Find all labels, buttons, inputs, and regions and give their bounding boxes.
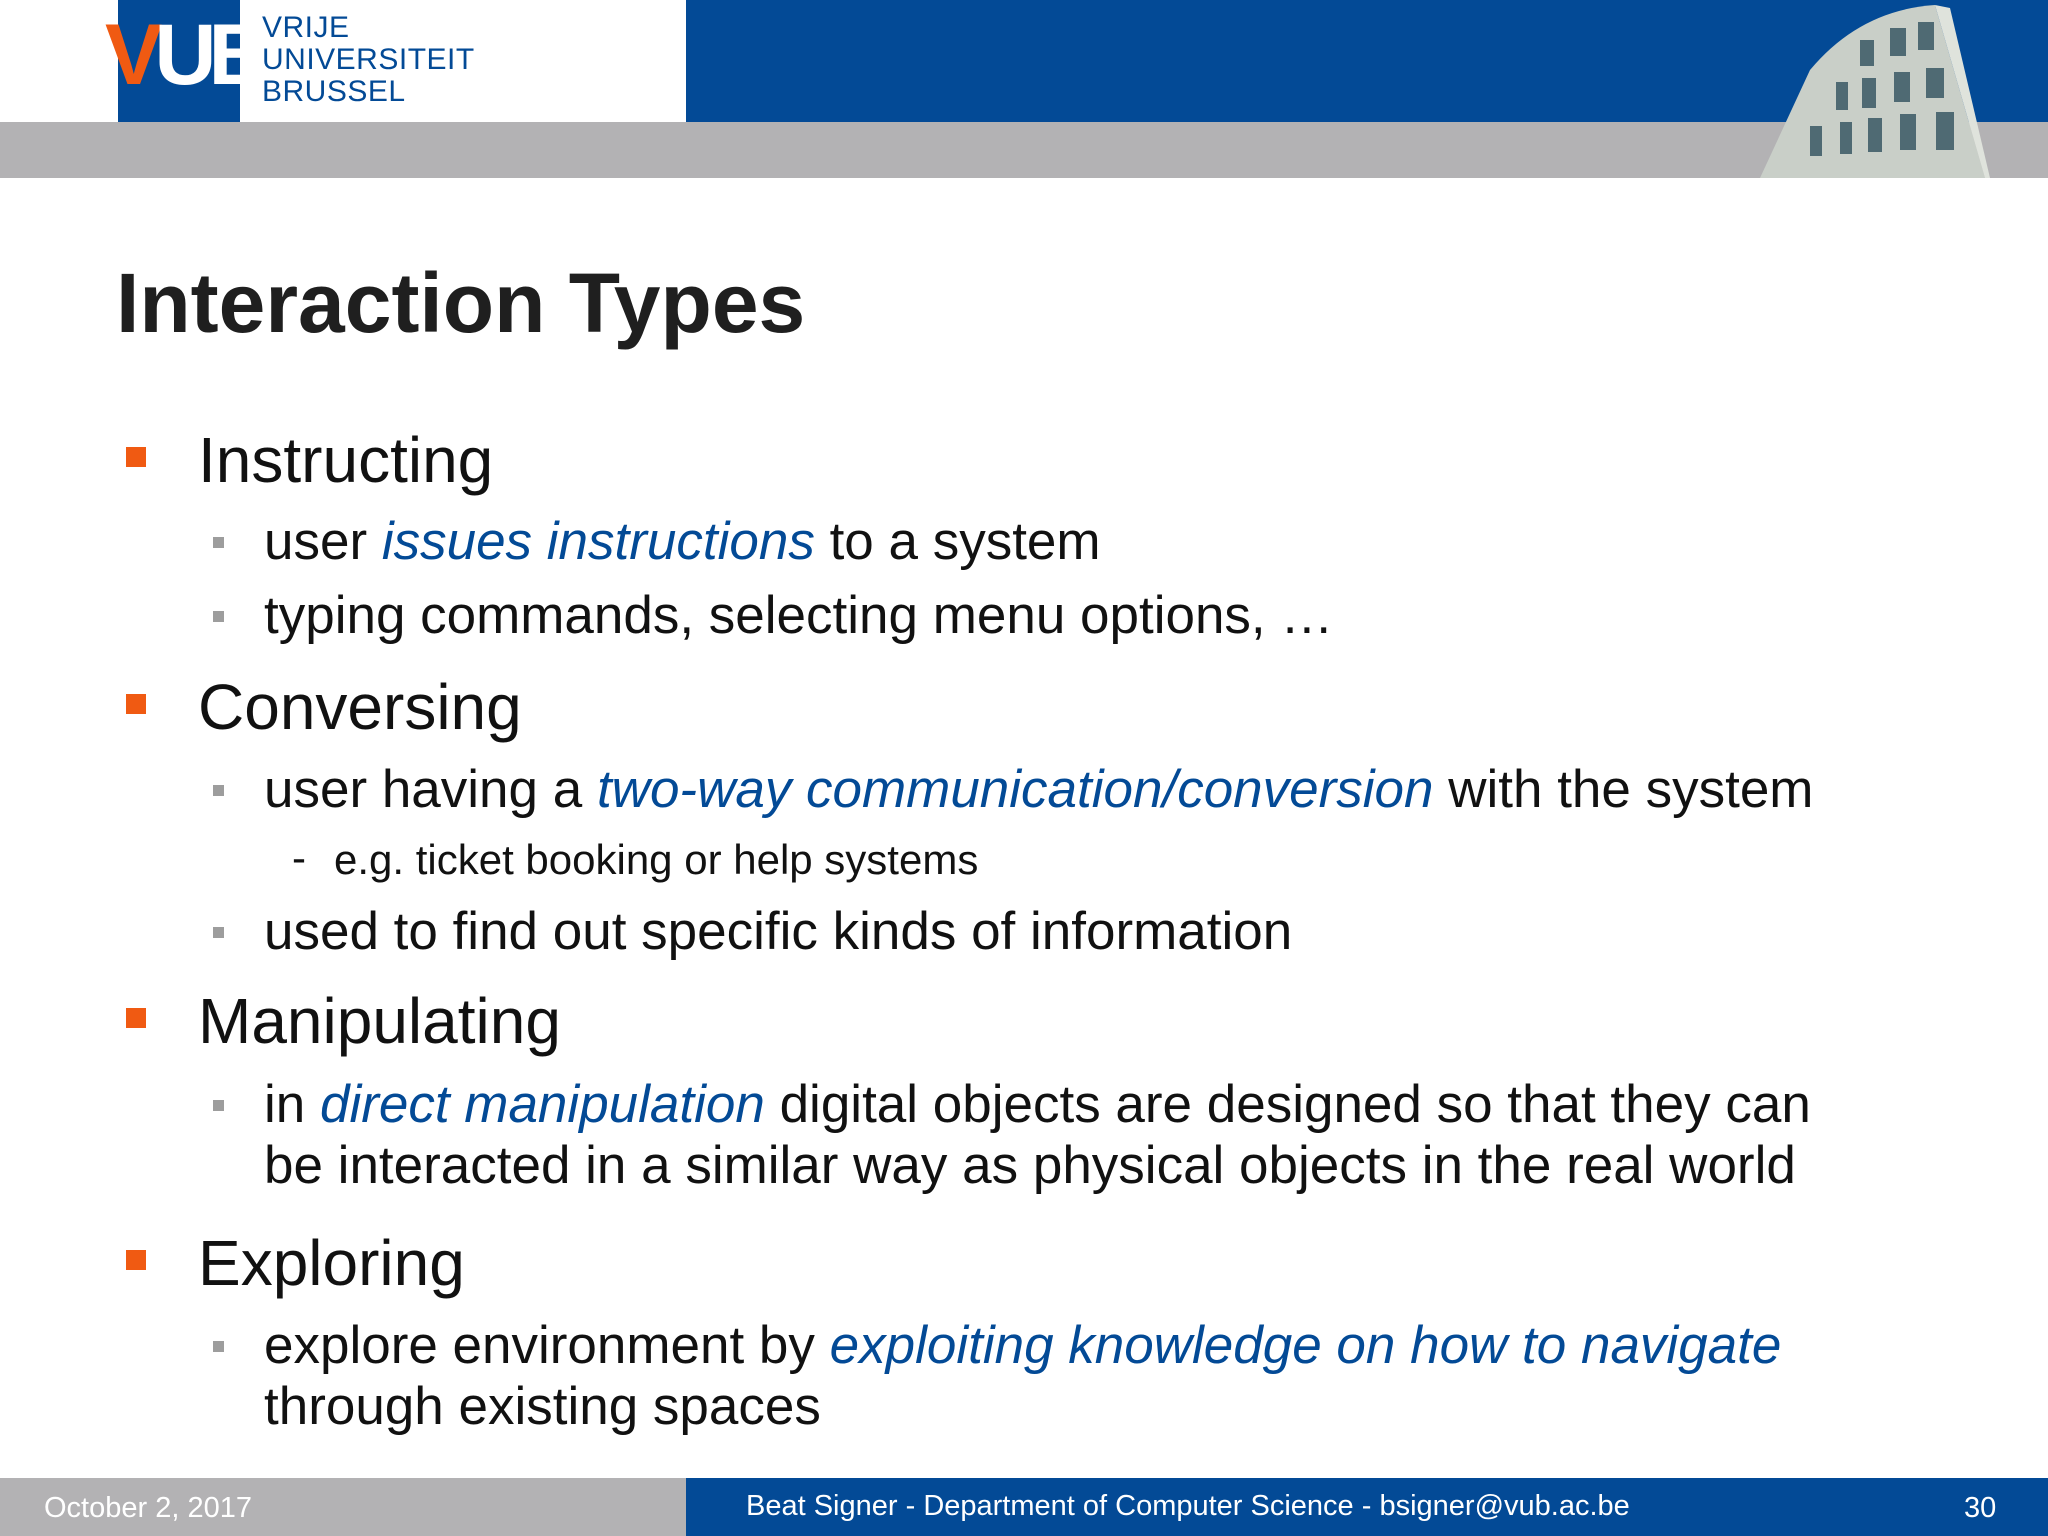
vub-logo-mark bbox=[105, 7, 263, 103]
logo-line-2: UNIVERSITEIT bbox=[262, 43, 475, 76]
dash-bullet: - bbox=[292, 834, 306, 881]
gray-bullet bbox=[213, 1100, 224, 1111]
highlight-text: direct manipulation bbox=[319, 1075, 765, 1134]
section-heading-conversing: Conversing bbox=[198, 671, 522, 743]
footer-author: Beat Signer - Department of Computer Science - bsigner@vub.ac.be bbox=[746, 1490, 1630, 1522]
text-run: in bbox=[264, 1075, 320, 1134]
text-run: explore environment by bbox=[264, 1316, 830, 1375]
highlight-text: issues instructions bbox=[381, 512, 815, 571]
section-heading-manipulating: Manipulating bbox=[198, 985, 561, 1057]
orange-bullet bbox=[126, 1250, 146, 1270]
building-image bbox=[1740, 0, 1990, 178]
gray-bullet bbox=[213, 611, 224, 622]
university-name bbox=[262, 12, 475, 108]
text-run: with the system bbox=[1433, 760, 1814, 819]
text-run: typing commands, selecting menu options, … bbox=[264, 586, 1334, 645]
logo-line-1: VRIJE bbox=[262, 11, 350, 44]
gray-bullet bbox=[213, 927, 224, 938]
bullet-item bbox=[264, 585, 1333, 646]
gray-bullet bbox=[213, 1341, 224, 1352]
orange-bullet bbox=[126, 694, 146, 714]
logo-v-letter: V bbox=[105, 7, 155, 103]
bullet-item-continuation: be interacted in a similar way as physical objects in the real world bbox=[264, 1136, 1796, 1195]
bullet-item: used to find out specific kinds of information bbox=[264, 902, 1293, 961]
text-run: user having a bbox=[264, 760, 597, 819]
gray-bullet bbox=[213, 785, 224, 796]
footer-date: October 2, 2017 bbox=[44, 1492, 252, 1524]
bullet-item bbox=[264, 1315, 1781, 1376]
sub-bullet-item: e.g. ticket booking or help systems bbox=[334, 836, 979, 883]
bullet-item-continuation: through existing spaces bbox=[264, 1377, 821, 1436]
highlight-text: exploiting knowledge on how to navigate bbox=[829, 1316, 1782, 1375]
logo-ub-letters: UB bbox=[154, 7, 263, 103]
text-run: to a system bbox=[814, 512, 1101, 571]
highlight-text: two-way communication/conversion bbox=[596, 760, 1434, 819]
page-number: 30 bbox=[1964, 1492, 1997, 1524]
logo-line-3: BRUSSEL bbox=[262, 75, 406, 108]
gray-bullet bbox=[213, 537, 224, 548]
slide-title: Interaction Types bbox=[116, 256, 806, 350]
bullet-item bbox=[264, 759, 1813, 820]
bullet-item bbox=[264, 511, 1101, 572]
orange-bullet bbox=[126, 1008, 146, 1028]
section-heading-instructing: Instructing bbox=[198, 424, 494, 496]
section-heading-exploring: Exploring bbox=[198, 1227, 465, 1299]
text-run: user bbox=[264, 512, 382, 571]
orange-bullet bbox=[126, 447, 146, 467]
text-run: digital objects are designed so that they can bbox=[764, 1075, 1811, 1134]
bullet-item bbox=[264, 1074, 1811, 1135]
